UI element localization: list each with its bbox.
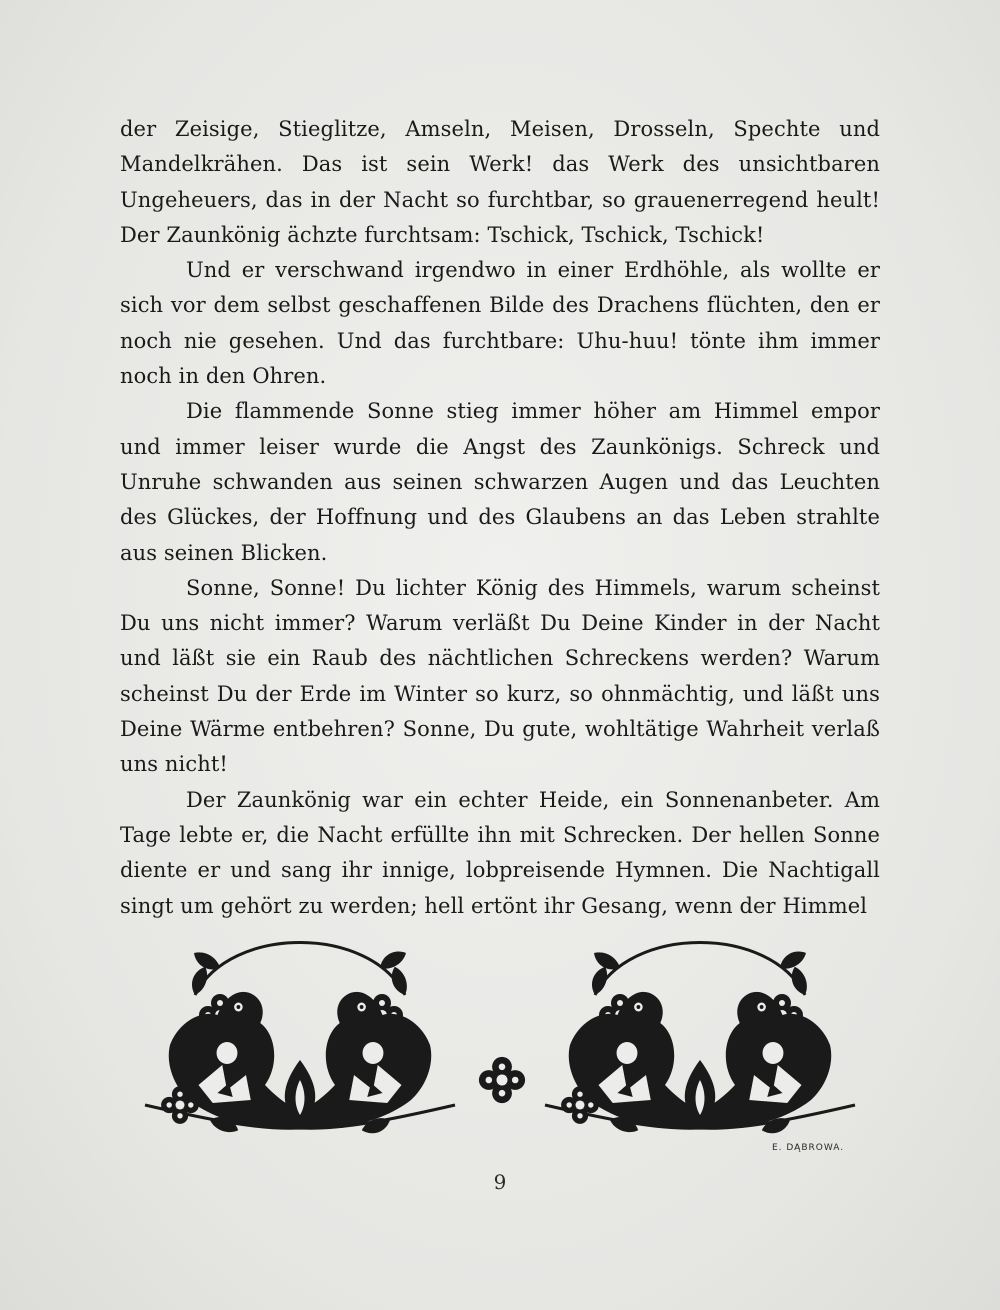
- paragraph-1: der Zeisige, Stieglitze, Amseln, Meisen, Drosseln, Spechte und Mandelkrähen. Das ist sein Werk! das Werk des unsichtbaren Ungeheuers, das in der Nacht so furchtbar, so grauenerregend heult! Der Zaunkönig ächzte furchtsam: Tschick, Tschick, Tschick!: [120, 117, 880, 247]
- paragraph-3: Die flammende Sonne stieg immer höher am Himmel empor und immer leiser wurde die Angst des Zaunkönigs. Schreck und Unruhe schwanden aus seinen schwarzen Augen und das Leuchten des Glückes, der Hoffnung und des Glaubens an das Leben strahlte aus seinen Blicken.: [120, 399, 880, 565]
- paragraph-4: Sonne, Sonne! Du lichter König des Himmels, warum scheinst Du uns nicht immer? Warum verläßt Du Deine Kinder in der Nacht und läßt sie ein Raub des nächtlichen Schreckens werden? Warum scheinst Du der Erde im Winter so kurz, so ohnmächtig, und läßt uns Deine Wärme entbehren? Sonne, Du gute, wohltätige Wahrheit verlaß uns nicht!: [120, 575, 880, 777]
- page-number: 9: [493, 1170, 507, 1194]
- body-text: [120, 112, 880, 924]
- illustrator-signature: E. DĄBROWA.: [772, 1143, 845, 1153]
- folk-art-birds-illustration: [140, 920, 890, 1150]
- paragraph-2: Und er verschwand irgendwo in einer Erdhöhle, als wollte er sich vor dem selbst geschaffenen Bilde des Drachens flüchten, den er noch nie gesehen. Und das furchtbare: Uhu-huu! tönte ihm immer noch in den Ohren.: [120, 258, 880, 389]
- paragraph-5: Der Zaunkönig war ein echter Heide, ein Sonnenanbeter. Am Tage lebte er, die Nacht erfüllte ihn mit Schrecken. Der hellen Sonne diente er und sang ihr innige, lobpreisende Hymnen. Die Nachtigall singt um gehört zu werden; hell ertönt ihr Gesang, wenn der Himmel: [120, 787, 880, 918]
